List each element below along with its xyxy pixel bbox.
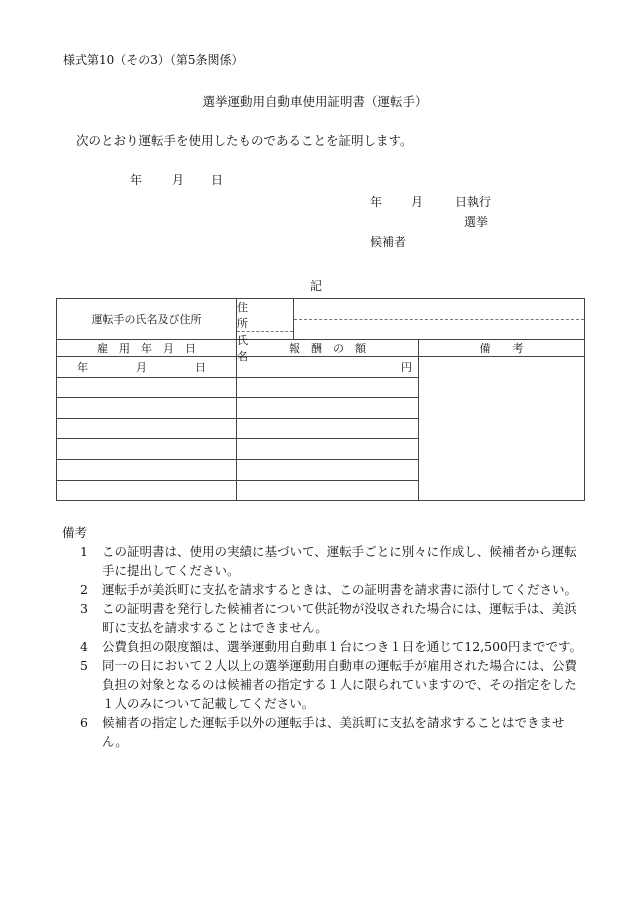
exec-month-label: 月 bbox=[411, 195, 424, 209]
note-item: 5 同一の日において２人以上の選挙運動用自動車の運転手が雇用された場合には、公費負担の対象となるのは候補者の指定する１人に限られていますので、その指定をした１人のみについて記載してください。 bbox=[80, 658, 578, 711]
col-hire-date: 雇 用 年 月 日 bbox=[57, 340, 237, 357]
ki-label: 記 bbox=[310, 279, 323, 293]
note-item: 6 候補者の指定した運転手以外の運転手は、美浜町に支払を請求することはできません。 bbox=[80, 715, 565, 749]
notes-list bbox=[62, 542, 582, 751]
pay-cell[interactable] bbox=[237, 480, 419, 501]
note-item: 2 運転手が美浜町に支払を請求するときは、この証明書を請求書に添付してください。 bbox=[80, 582, 578, 597]
hire-date-cell[interactable] bbox=[57, 418, 237, 439]
pay-cell[interactable] bbox=[237, 398, 419, 419]
address-label: 住 所 bbox=[237, 299, 293, 332]
exec-year-label: 年 bbox=[370, 195, 383, 209]
document-title: 選挙運動用自動車使用証明書（運転手） bbox=[202, 94, 428, 109]
name-field[interactable] bbox=[294, 320, 584, 340]
intro-text: 次のとおり運転手を使用したものであることを証明します。 bbox=[76, 133, 413, 148]
exec-day-label: 日執行 bbox=[455, 195, 492, 209]
table-row bbox=[57, 357, 585, 378]
pay-cell[interactable] bbox=[237, 418, 419, 439]
issue-month-label: 月 bbox=[172, 173, 185, 187]
hire-date-cell[interactable] bbox=[57, 377, 237, 398]
issue-year-label: 年 bbox=[130, 173, 143, 187]
table-header-row bbox=[57, 340, 585, 357]
hire-date-cell[interactable] bbox=[57, 439, 237, 460]
hire-date-cell[interactable] bbox=[57, 459, 237, 480]
name-label: 氏 名 bbox=[237, 334, 275, 363]
notes-title: 備考 bbox=[62, 525, 88, 540]
note-item: 1 この証明書は、使用の実績に基づいて、運転手ごとに別々に作成し、候補者から運転手に提出してください。 bbox=[80, 544, 577, 578]
note-item: 4 公費負担の限度額は、選挙運動用自動車１台につき１日を通じて12,500円までです。 bbox=[80, 639, 582, 654]
hire-date-cell[interactable] bbox=[57, 480, 237, 501]
driver-info-row bbox=[57, 299, 585, 340]
issue-day-label: 日 bbox=[211, 173, 224, 187]
election-label: 選挙 bbox=[464, 215, 489, 229]
yen-label: 円 bbox=[401, 360, 412, 374]
driver-label: 運転手の氏名及び住所 bbox=[57, 299, 237, 340]
note-item: 3 この証明書を発行した候補者について供託物が没収された場合には、運転手は、美浜町に支払を請求することはできません。 bbox=[80, 601, 577, 635]
row-day-label: 日 bbox=[195, 360, 206, 374]
hire-date-cell[interactable] bbox=[57, 398, 237, 419]
pay-cell[interactable] bbox=[237, 439, 419, 460]
driver-table bbox=[56, 298, 585, 501]
row-month-label: 月 bbox=[136, 360, 147, 374]
hire-date-cell[interactable] bbox=[57, 357, 237, 378]
row-year-label: 年 bbox=[77, 360, 88, 374]
col-remarks: 備 考 bbox=[419, 340, 585, 357]
col-pay: 報 酬 の 額 bbox=[237, 340, 419, 357]
remarks-cell[interactable] bbox=[419, 357, 585, 501]
pay-cell[interactable] bbox=[237, 459, 419, 480]
candidate-label: 候補者 bbox=[370, 235, 407, 249]
pay-cell[interactable] bbox=[237, 377, 419, 398]
address-field[interactable] bbox=[294, 299, 584, 320]
form-number: 様式第10（その3）（第5条関係） bbox=[63, 53, 244, 67]
